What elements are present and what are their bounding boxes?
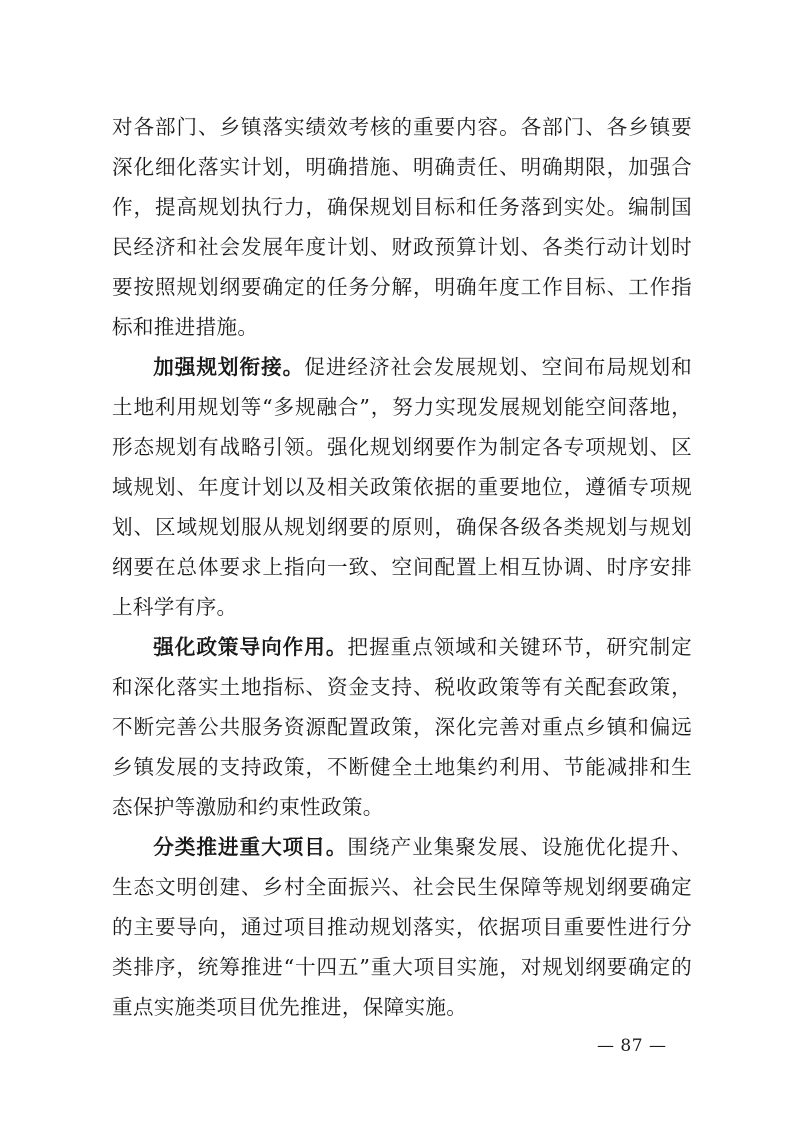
- paragraph-continued: [112, 107, 692, 347]
- paragraph-heading: 分类推进重大项目。: [153, 835, 348, 859]
- paragraph-policy-guidance: [112, 627, 692, 827]
- document-page: [112, 107, 692, 1027]
- paragraph-heading: 加强规划衔接。: [153, 355, 305, 379]
- paragraph-heading: 强化政策导向作用。: [153, 635, 348, 659]
- paragraph-body: 把握重点领域和关键环节，研究制定和深化落实土地指标、资金支持、税收政策等有关配套政策，不断完善公共服务资源配置政策，深化完善对重点乡镇和偏远乡镇发展的支持政策，不断健全土地集约利用、节能减排和生态保护等激励和约束性政策。: [112, 635, 692, 819]
- paragraph-planning-coordination: [112, 347, 692, 627]
- paragraph-body: 促进经济社会发展规划、空间布局规划和土地利用规划等“多规融合”，努力实现发展规划能空间落地，形态规划有战略引领。强化规划纲要作为制定各专项规划、区域规划、年度计划以及相关政策依据的重要地位，遵循专项规划、区域规划服从规划纲要的原则，确保各级各类规划与规划纲要在总体要求上指向一致、空间配置上相互协调、时序安排上科学有序。: [112, 355, 692, 619]
- paragraph-major-projects: [112, 827, 692, 1027]
- page-number: — 87 —: [597, 1036, 667, 1056]
- paragraph-body: 围绕产业集聚发展、设施优化提升、生态文明创建、乡村全面振兴、社会民生保障等规划纲要确定的主要导向，通过项目推动规划落实，依据项目重要性进行分类排序，统筹推进“十四五”重大项目实施，对规划纲要确定的重点实施类项目优先推进，保障实施。: [112, 835, 692, 1019]
- paragraph-body: 对各部门、乡镇落实绩效考核的重要内容。各部门、各乡镇要深化细化落实计划，明确措施、明确责任、明确期限，加强合作，提高规划执行力，确保规划目标和任务落到实处。编制国民经济和社会发展年度计划、财政预算计划、各类行动计划时要按照规划纲要确定的任务分解，明确年度工作目标、工作指标和推进措施。: [112, 115, 692, 339]
